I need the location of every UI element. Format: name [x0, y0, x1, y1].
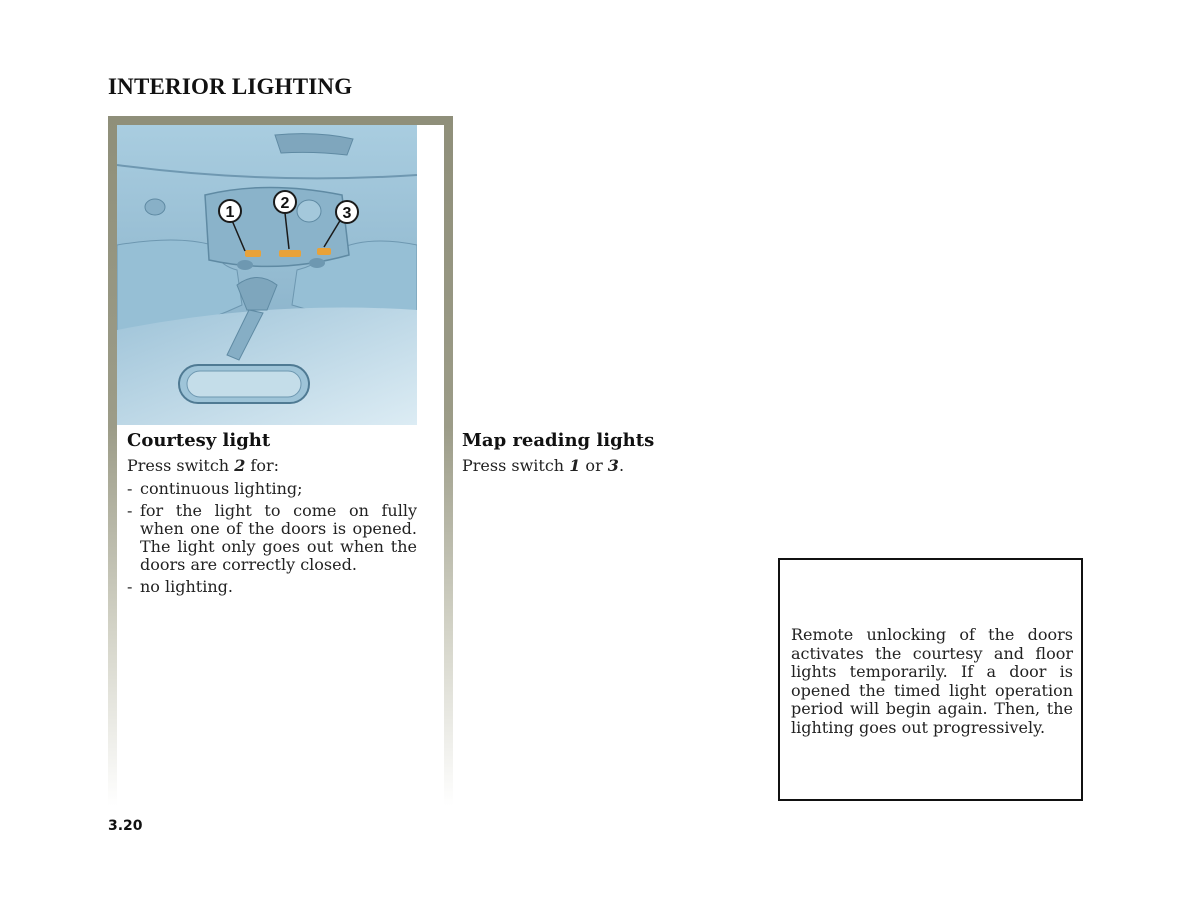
ceiling-console-drawing	[117, 125, 417, 425]
switch-2-ref: 2	[234, 456, 246, 475]
courtesy-intro-before: Press switch	[127, 456, 235, 475]
callout-1	[219, 200, 241, 222]
list-item: - continuous lighting;	[127, 480, 417, 498]
switch-1-ref: 1	[569, 456, 581, 475]
map-reading-text	[462, 457, 624, 475]
map-text-after: .	[618, 456, 625, 475]
column-divider-bar	[444, 116, 453, 806]
map-text-before: Press switch	[462, 456, 570, 475]
map-reading-heading: Map reading lights	[462, 430, 655, 451]
callout-1-label: 1	[225, 204, 235, 221]
switch-3-ref: 3	[607, 456, 619, 475]
callout-2	[274, 191, 296, 213]
page-title: INTERIOR LIGHTING	[108, 74, 353, 99]
list-item: - no lighting.	[127, 578, 417, 596]
ceiling-console-illustration	[117, 125, 417, 425]
note-text: Remote unlocking of the doors activates the courtesy and floor lights temporarily. If a door is opened the timed light operation period will begin again. Then, the lighting goes out progressively.	[791, 625, 1073, 737]
callout-3-label: 3	[342, 205, 352, 222]
courtesy-intro-after: for:	[245, 456, 280, 475]
list-item: - for the light to come on fully when one of the doors is opened. The light only goes out when the doors are correctly closed.	[127, 502, 417, 574]
callout-3	[336, 201, 358, 223]
courtesy-light-options	[127, 480, 417, 600]
callout-2-label: 2	[280, 195, 290, 212]
courtesy-light-heading: Courtesy light	[127, 430, 271, 451]
page-number: 3.20	[108, 818, 143, 834]
note-box	[778, 558, 1083, 801]
column-left-bar	[108, 116, 117, 806]
map-text-mid: or	[580, 456, 608, 475]
column-top-bar	[108, 116, 445, 125]
courtesy-light-intro	[127, 457, 279, 475]
